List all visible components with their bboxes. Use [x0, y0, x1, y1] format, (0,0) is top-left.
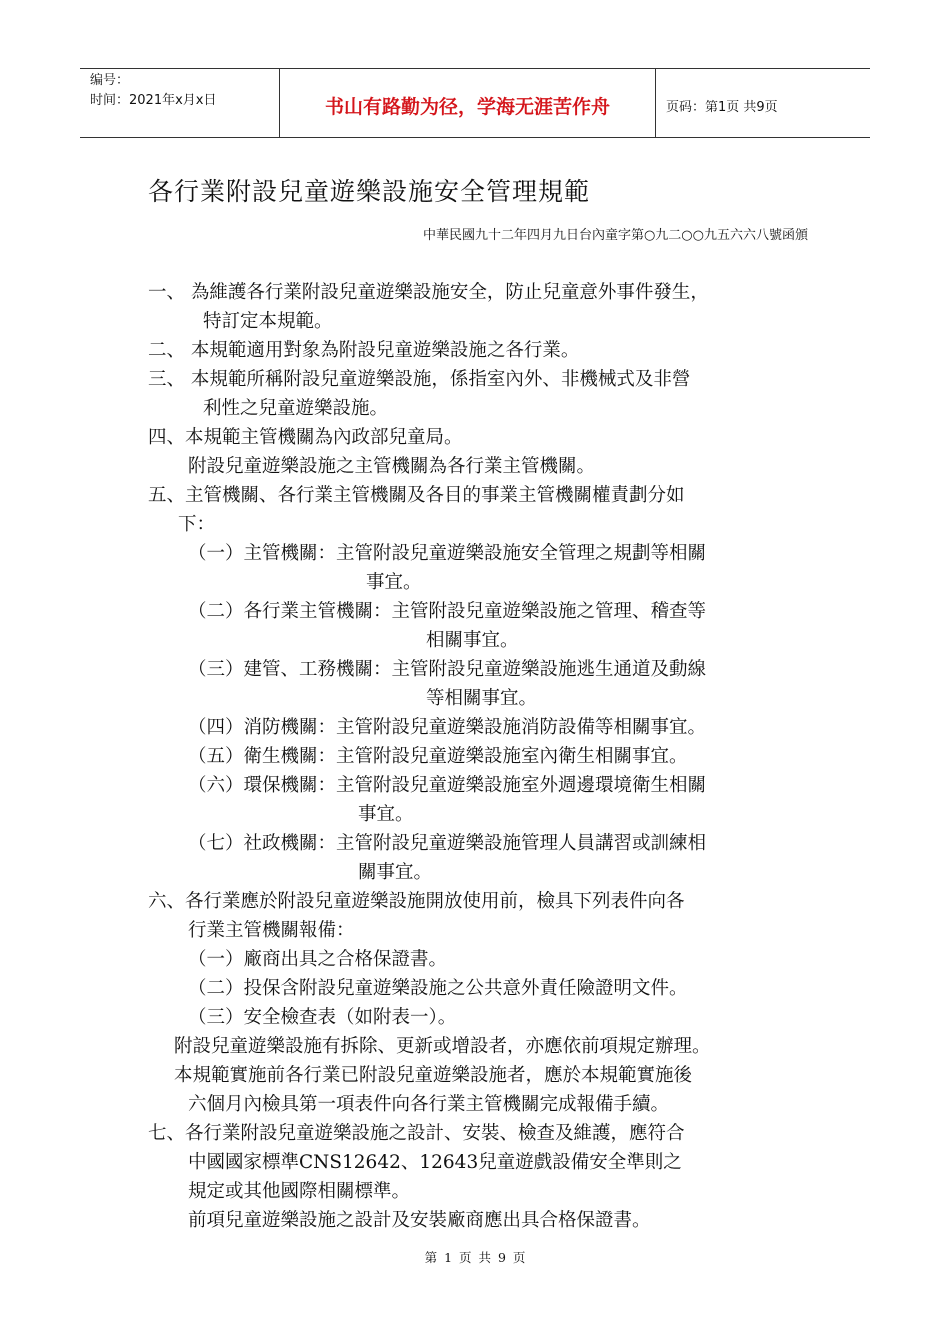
text-line: 附設兒童遊樂設施之主管機關為各行業主管機關。: [188, 456, 596, 477]
text-line: 事宜。: [358, 804, 414, 825]
header-motto: 书山有路勤为径，学海无涯苦作舟: [280, 69, 656, 137]
text-line: （六）環保機關：主管附設兒童遊樂設施室外週邊環境衛生相關: [188, 775, 707, 796]
header-page-info: 页码：第1页 共9页: [666, 99, 778, 115]
document-header: [80, 68, 870, 138]
header-meta: [80, 69, 280, 137]
number-label: 编号：: [90, 73, 130, 88]
document-title: 各行業附設兒童遊樂設施安全管理規範: [148, 177, 591, 206]
text-line: 五、主管機關、各行業主管機關及各目的事業主管機關權責劃分如: [148, 485, 685, 506]
text-line: 利性之兒童遊樂設施。: [203, 398, 389, 419]
time-label: 时间：2021年x月x日: [90, 93, 217, 108]
text-line: 事宜。: [366, 572, 422, 593]
text-line: （一）主管機關：主管附設兒童遊樂設施安全管理之規劃等相關: [188, 543, 707, 564]
page-footer: 第 1 页 共 9 页: [424, 1250, 526, 1265]
text-line: 二、 本規範適用對象為附設兒童遊樂設施之各行業。: [148, 340, 580, 361]
text-line: 相關事宜。: [426, 630, 519, 651]
text-line: 本規範實施前各行業已附設兒童遊樂設施者，應於本規範實施後: [174, 1065, 693, 1086]
text-line: 六、各行業應於附設兒童遊樂設施開放使用前，檢具下列表件向各: [148, 891, 685, 912]
text-line: 附設兒童遊樂設施有拆除、更新或增設者，亦應依前項規定辦理。: [174, 1036, 711, 1057]
text-line: 六個月內檢具第一項表件向各行業主管機關完成報備手續。: [188, 1094, 670, 1115]
decree-line: 中華民國九十二年四月九日台內童字第○九二○○九五六六八號函頒: [422, 228, 808, 243]
text-line: 下：: [178, 514, 216, 535]
text-line: （四）消防機關：主管附設兒童遊樂設施消防設備等相關事宜。: [188, 717, 707, 738]
text-line: （一）廠商出具之合格保證書。: [188, 949, 448, 970]
text-line: （三）安全檢查表（如附表一）。: [188, 1007, 457, 1028]
text-line: 三、 本規範所稱附設兒童遊樂設施，係指室內外、非機械式及非營: [148, 369, 691, 390]
text-line: 七、各行業附設兒童遊樂設施之設計、安裝、檢查及維護，應符合: [148, 1123, 685, 1144]
text-line: 一、 為維護各行業附設兒童遊樂設施安全，防止兒童意外事件發生，: [148, 282, 709, 303]
text-line: 特訂定本規範。: [203, 311, 333, 332]
text-line: （二）投保含附設兒童遊樂設施之公共意外責任險證明文件。: [188, 978, 688, 999]
text-line: 四、本規範主管機關為內政部兒童局。: [148, 427, 463, 448]
text-line: 等相關事宜。: [426, 688, 538, 709]
text-line: 關事宜。: [358, 862, 433, 883]
text-line: 中國國家標準CNS12642、12643兒童遊戲設備安全準則之: [188, 1152, 682, 1173]
text-line: （二）各行業主管機關：主管附設兒童遊樂設施之管理、稽查等: [188, 601, 707, 622]
text-line: 前項兒童遊樂設施之設計及安裝廠商應出具合格保證書。: [188, 1210, 651, 1231]
text-line: （五）衛生機關：主管附設兒童遊樂設施室內衛生相關事宜。: [188, 746, 688, 767]
text-line: 行業主管機關報備：: [188, 920, 355, 941]
text-line: （七）社政機關：主管附設兒童遊樂設施管理人員講習或訓練相: [188, 833, 707, 854]
text-line: 規定或其他國際相關標準。: [188, 1181, 411, 1202]
text-line: （三）建管、工務機關：主管附設兒童遊樂設施逃生通道及動線: [188, 659, 707, 680]
